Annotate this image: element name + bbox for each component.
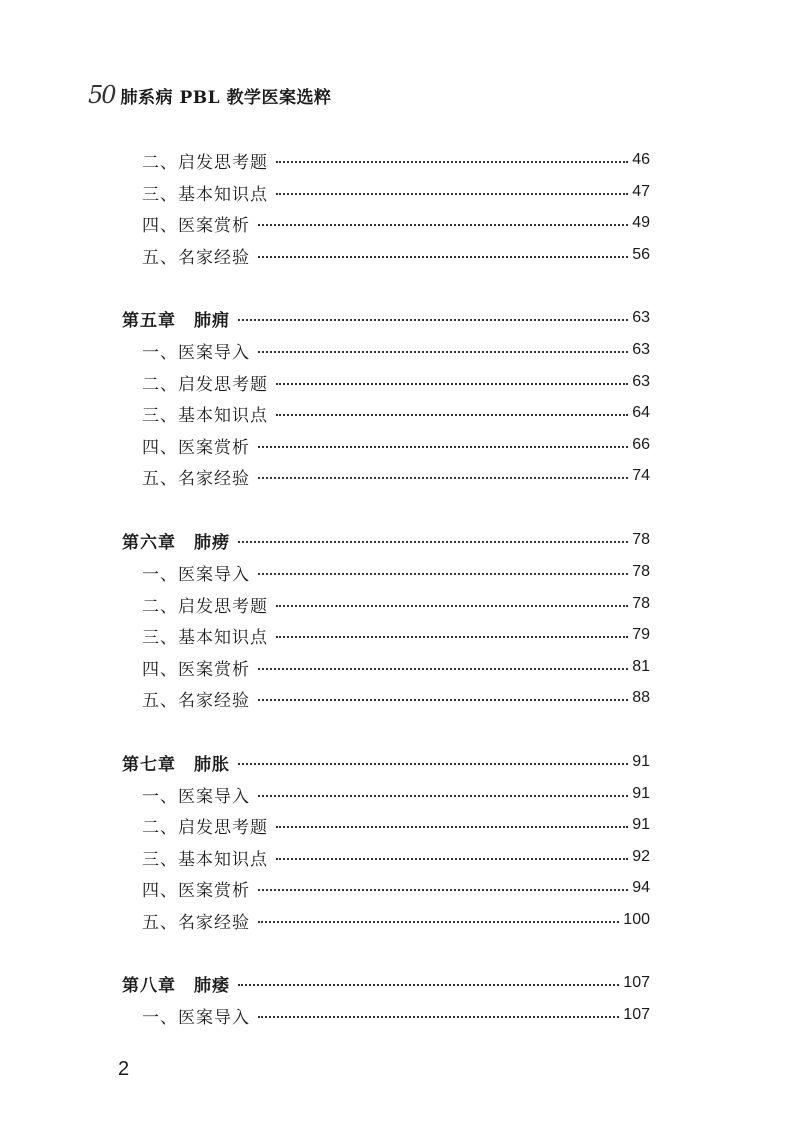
toc-chapter-title: 第七章 肺胀: [122, 754, 230, 775]
toc-entry-title: 四、医案赏析: [142, 437, 250, 458]
toc-chapter-page: 91: [632, 753, 650, 770]
toc-entry[interactable]: [142, 590, 650, 618]
toc-entry-page: 49: [632, 214, 650, 231]
toc-leader-dots: [276, 858, 628, 860]
toc-chapter-title: 第五章 肺痈: [122, 310, 230, 331]
toc-chapter[interactable]: [122, 969, 650, 997]
book-logo-mark: 50: [88, 81, 115, 109]
toc-entry-page: 47: [632, 183, 650, 200]
toc-entry-title: 一、医案导入: [142, 1007, 250, 1028]
toc-entry[interactable]: [142, 906, 650, 934]
toc-leader-dots: [276, 193, 628, 195]
page-number: 2: [118, 1058, 130, 1080]
toc-chapter-title: 第六章 肺痨: [122, 532, 230, 553]
toc-entry-page: 63: [632, 373, 650, 390]
toc-chapter[interactable]: [122, 748, 650, 776]
toc-leader-dots: [276, 414, 628, 416]
toc-entry-page: 46: [632, 151, 650, 168]
toc-leader-dots: [276, 383, 628, 385]
toc-entry[interactable]: [142, 146, 650, 174]
toc-entry-title: 三、基本知识点: [142, 627, 268, 648]
toc-chapter-page: 78: [632, 531, 650, 548]
toc-entry-title: 三、基本知识点: [142, 184, 268, 205]
toc-entry-page: 88: [632, 689, 650, 706]
toc-leader-dots: [258, 224, 628, 226]
toc-entry-title: 四、医案赏析: [142, 659, 250, 680]
toc-leader-dots: [258, 351, 628, 353]
toc-entry[interactable]: [142, 621, 650, 649]
toc-entry[interactable]: [142, 178, 650, 206]
toc-entry-page: 78: [632, 595, 650, 612]
toc-leader-dots: [238, 319, 628, 321]
toc-entry[interactable]: [142, 653, 650, 681]
toc-leader-dots: [258, 668, 628, 670]
toc-entry[interactable]: [142, 811, 650, 839]
toc-chapter-page: 63: [632, 309, 650, 326]
toc-entry[interactable]: [142, 1001, 650, 1029]
toc-entry-page: 64: [632, 404, 650, 421]
toc-leader-dots: [258, 795, 628, 797]
toc-entry[interactable]: [142, 368, 650, 396]
toc-entry[interactable]: [142, 843, 650, 871]
toc-entry-title: 五、名家经验: [142, 468, 250, 489]
toc-entry-page: 107: [623, 1006, 650, 1023]
toc-leader-dots: [238, 541, 628, 543]
toc-entry-page: 79: [632, 626, 650, 643]
toc-entry-page: 56: [632, 246, 650, 263]
toc-entry[interactable]: [142, 336, 650, 364]
toc-entry-title: 五、名家经验: [142, 912, 250, 933]
toc-entry[interactable]: [142, 209, 650, 237]
toc-leader-dots: [238, 984, 619, 986]
toc-entry-title: 三、基本知识点: [142, 405, 268, 426]
toc-leader-dots: [258, 573, 628, 575]
toc-leader-dots: [258, 921, 619, 923]
toc-leader-dots: [276, 605, 628, 607]
toc-entry-page: 66: [632, 436, 650, 453]
toc-chapter[interactable]: [122, 304, 650, 332]
toc-entry-title: 五、名家经验: [142, 247, 250, 268]
toc-entry[interactable]: [142, 399, 650, 427]
toc-entry-page: 63: [632, 341, 650, 358]
toc-entry-title: 二、启发思考题: [142, 374, 268, 395]
toc-entry-title: 五、名家经验: [142, 690, 250, 711]
toc-chapter-page: 107: [623, 974, 650, 991]
toc-entry-title: 四、医案赏析: [142, 215, 250, 236]
toc-entry-page: 78: [632, 563, 650, 580]
toc-leader-dots: [258, 699, 628, 701]
toc-entry[interactable]: [142, 874, 650, 902]
running-head: [88, 80, 332, 110]
toc-entry-page: 91: [632, 785, 650, 802]
toc-leader-dots: [276, 161, 628, 163]
toc-leader-dots: [258, 477, 628, 479]
toc-entry-page: 94: [632, 879, 650, 896]
toc-entry[interactable]: [142, 780, 650, 808]
toc-entry-title: 二、启发思考题: [142, 152, 268, 173]
toc-leader-dots: [258, 256, 628, 258]
book-title: 肺系病 PBL 教学医案选粹: [120, 87, 332, 108]
toc-leader-dots: [238, 763, 628, 765]
toc-entry[interactable]: [142, 431, 650, 459]
toc-entry-title: 一、医案导入: [142, 342, 250, 363]
toc-entry[interactable]: [142, 558, 650, 586]
toc-chapter-title: 第八章 肺痿: [122, 975, 230, 996]
toc-chapter[interactable]: [122, 526, 650, 554]
toc-entry[interactable]: [142, 241, 650, 269]
toc-entry-title: 一、医案导入: [142, 564, 250, 585]
toc-leader-dots: [258, 889, 628, 891]
toc-entry-page: 91: [632, 816, 650, 833]
toc-entry-page: 81: [632, 658, 650, 675]
toc-leader-dots: [258, 1016, 619, 1018]
toc-leader-dots: [276, 826, 628, 828]
toc-entry-page: 92: [632, 848, 650, 865]
toc-entry-title: 四、医案赏析: [142, 880, 250, 901]
toc-leader-dots: [276, 636, 628, 638]
toc-entry[interactable]: [142, 462, 650, 490]
toc-entry-page: 100: [623, 911, 650, 928]
toc-entry-page: 74: [632, 467, 650, 484]
toc-entry-title: 三、基本知识点: [142, 849, 268, 870]
toc-entry-title: 一、医案导入: [142, 786, 250, 807]
toc-entry-title: 二、启发思考题: [142, 817, 268, 838]
toc-leader-dots: [258, 446, 628, 448]
toc-entry[interactable]: [142, 684, 650, 712]
toc-entry-title: 二、启发思考题: [142, 596, 268, 617]
